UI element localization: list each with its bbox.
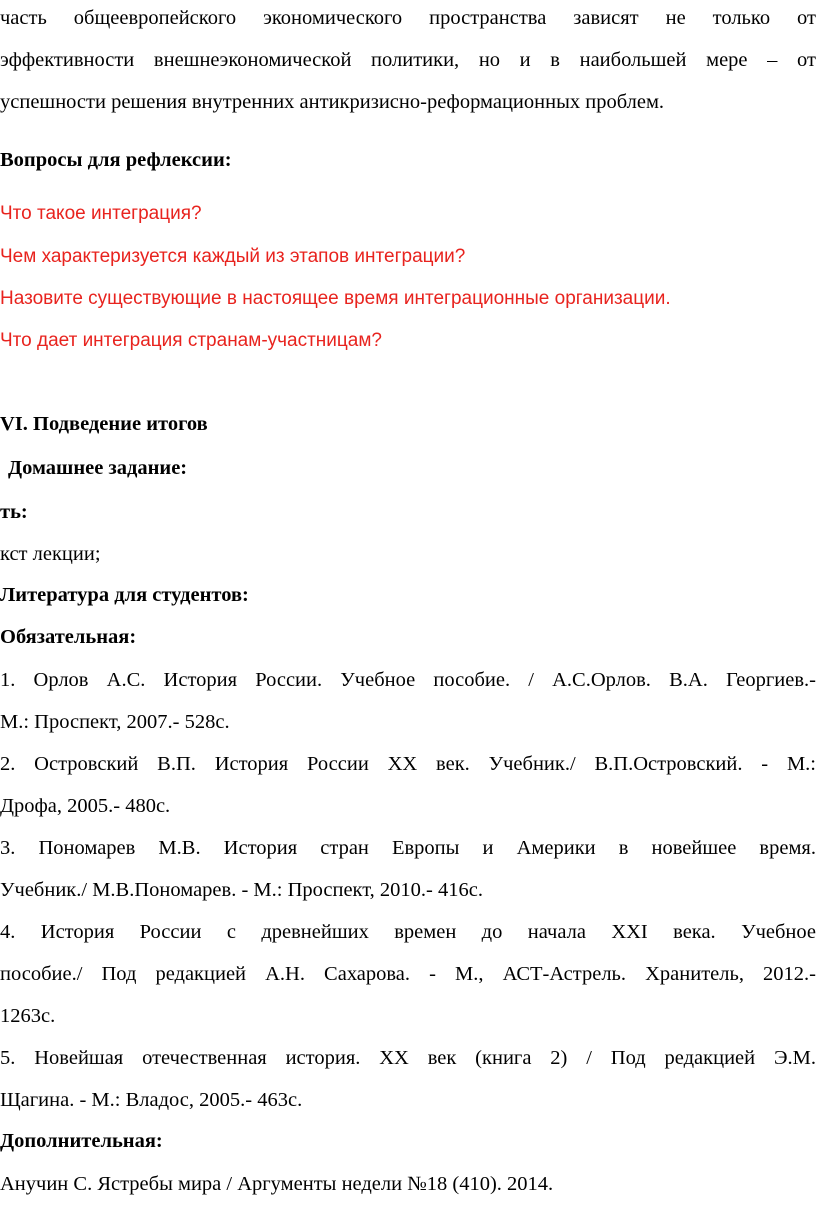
reference-line: 4. История России с древнейших времен до начала XXI века. Учебное — [0, 921, 816, 943]
intro-line-3: успешности решения внутренних антикризисно-реформационных проблем. — [0, 91, 665, 113]
reference-line: 1. Орлов А.С. История России. Учебное пособие. / А.С.Орлов. В.А. Георгиев.- — [0, 669, 816, 691]
reference-line: 3. Пономарев М.В. История стран Европы и Америки в новейшее время. — [0, 837, 816, 859]
reference-line: 5. Новейшая отечественная история. XX век (книга 2) / Под редакцией Э.М. — [0, 1047, 816, 1069]
reflection-question-4: Что дает интеграция странам-участницам? — [0, 330, 382, 351]
reflection-question-3: Назовите существующие в настоящее время интеграционные организации. — [0, 288, 671, 309]
intro-line-2: эффективности внешнеэкономической политики, но и в наибольшей мере – от — [0, 49, 816, 71]
intro-line-1: часть общеевропейского экономического пространства зависят не только от — [0, 7, 816, 29]
reference-line: Щагина. - М.: Владос, 2005.- 463с. — [0, 1089, 303, 1111]
literature-heading: Литература для студентов: — [0, 584, 249, 606]
reference-line: Дрофа, 2005.- 480с. — [0, 795, 171, 817]
reference-line: 2. Островский В.П. История России XX век. Учебник./ В.П.Островский. - М.: — [0, 753, 816, 775]
reflection-heading: Вопросы для рефлексии: — [0, 149, 232, 171]
homework-heading: Домашнее задание: — [8, 457, 188, 479]
reflection-question-1: Что такое интеграция? — [0, 203, 202, 224]
reference-line: 1263с. — [0, 1005, 56, 1027]
reference-line: пособие./ Под редакцией А.Н. Сахарова. - М., АСТ-Астрель. Хранитель, 2012.- — [0, 963, 816, 985]
required-heading: Обязательная: — [0, 626, 137, 648]
summary-heading: VI. Подведение итогов — [0, 413, 208, 435]
reference-line: М.: Проспект, 2007.- 528с. — [0, 711, 230, 733]
reference-line: Анучин С. Ястребы мира / Аргументы недели №18 (410). 2014. — [0, 1173, 554, 1195]
additional-heading: Дополнительная: — [0, 1130, 163, 1152]
homework-subheading: ть: — [0, 501, 28, 523]
reference-line: Учебник./ М.В.Пономарев. - М.: Проспект, 2010.- 416с. — [0, 879, 483, 901]
homework-item: кст лекции; — [0, 543, 101, 565]
reflection-question-2: Чем характеризуется каждый из этапов интеграции? — [0, 246, 466, 267]
